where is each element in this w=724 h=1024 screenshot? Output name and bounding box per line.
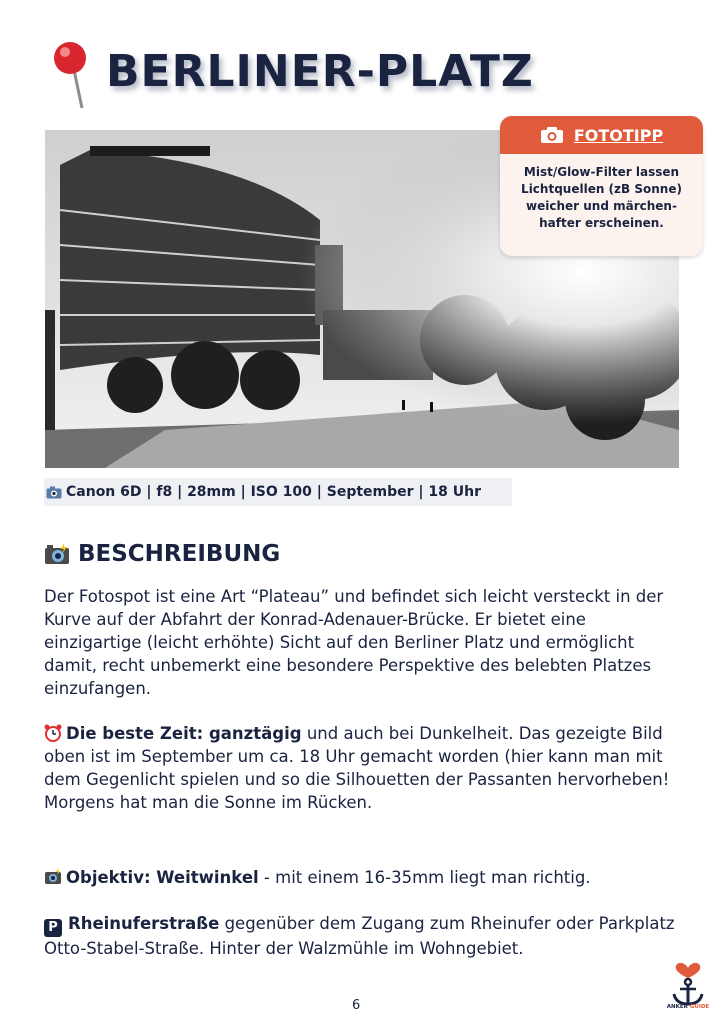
lens-label: Objektiv: Weitwinkel xyxy=(66,868,259,887)
lens-text: - mit einem 16-35mm liegt man richtig. xyxy=(258,868,591,887)
camera-settings-bar xyxy=(44,478,512,506)
logo-word-guide: GUIDE xyxy=(689,1004,710,1010)
tip-line-1: Mist/Glow-Filter lassen xyxy=(523,165,680,179)
parking-icon: P xyxy=(44,919,62,937)
parking-paragraph xyxy=(44,912,684,960)
logo-word-anker: ANKER xyxy=(666,1004,688,1010)
camera-icon xyxy=(540,126,564,144)
best-time-text: und auch bei Dunkelheit. Das gezeigte Bild oben ist im September um ca. 18 Uhr gemacht worden (hier kann man mit dem Gegenlicht spielen und so die Silhouetten der Passanten hervorheben! Morgens hat man die Sonne im Rücken. xyxy=(44,724,670,812)
page-number: 6 xyxy=(352,998,361,1013)
section-heading-text: BESCHREIBUNG xyxy=(78,541,281,567)
tip-line-2: Lichtquellen (zB Sonne) xyxy=(521,182,682,196)
tip-line-3: weicher und märchen- xyxy=(526,199,677,213)
tip-line-4: hafter erscheinen. xyxy=(539,216,664,230)
page-title: BERLINER-PLATZ xyxy=(106,46,534,97)
camera-icon xyxy=(46,486,62,499)
section-heading xyxy=(44,541,280,567)
alarm-clock-icon xyxy=(44,724,62,742)
parking-label: Rheinuferstraße xyxy=(68,914,220,933)
tip-heading: FOTOTIPP xyxy=(573,125,664,145)
title-row xyxy=(44,36,684,116)
description-paragraph: Der Fotospot ist eine Art “Plateau” und befindet sich leicht versteckt in der Kurve auf der Abfahrt der Konrad-Adenauer-Brücke. Er bietet eine einzigartige (leicht erhöhte) Sicht auf den Berliner Platz und ermöglicht damit, recht unbemerkt eine besondere Perspektive des belebten Platzes einzufangen. xyxy=(44,587,664,698)
photo-tip-box xyxy=(500,116,703,256)
best-time-paragraph xyxy=(44,722,684,814)
logo-text xyxy=(660,1004,716,1010)
camera-settings-text: Canon 6D | f8 | 28mm | ISO 100 | September | 18 Uhr xyxy=(66,484,481,500)
lens-paragraph xyxy=(44,866,684,889)
map-pin-icon xyxy=(52,40,92,112)
tip-body xyxy=(500,154,703,232)
tip-header xyxy=(500,116,703,154)
camera-flash-icon xyxy=(44,543,70,565)
parking-text: gegenüber dem Zugang zum Rheinufer oder Parkplatz Otto-Stabel-Straße. Hinter der Walzmühle im Wohngebiet. xyxy=(44,914,675,958)
camera-flash-icon xyxy=(44,868,62,886)
best-time-label: Die beste Zeit: ganztägig xyxy=(66,724,302,743)
